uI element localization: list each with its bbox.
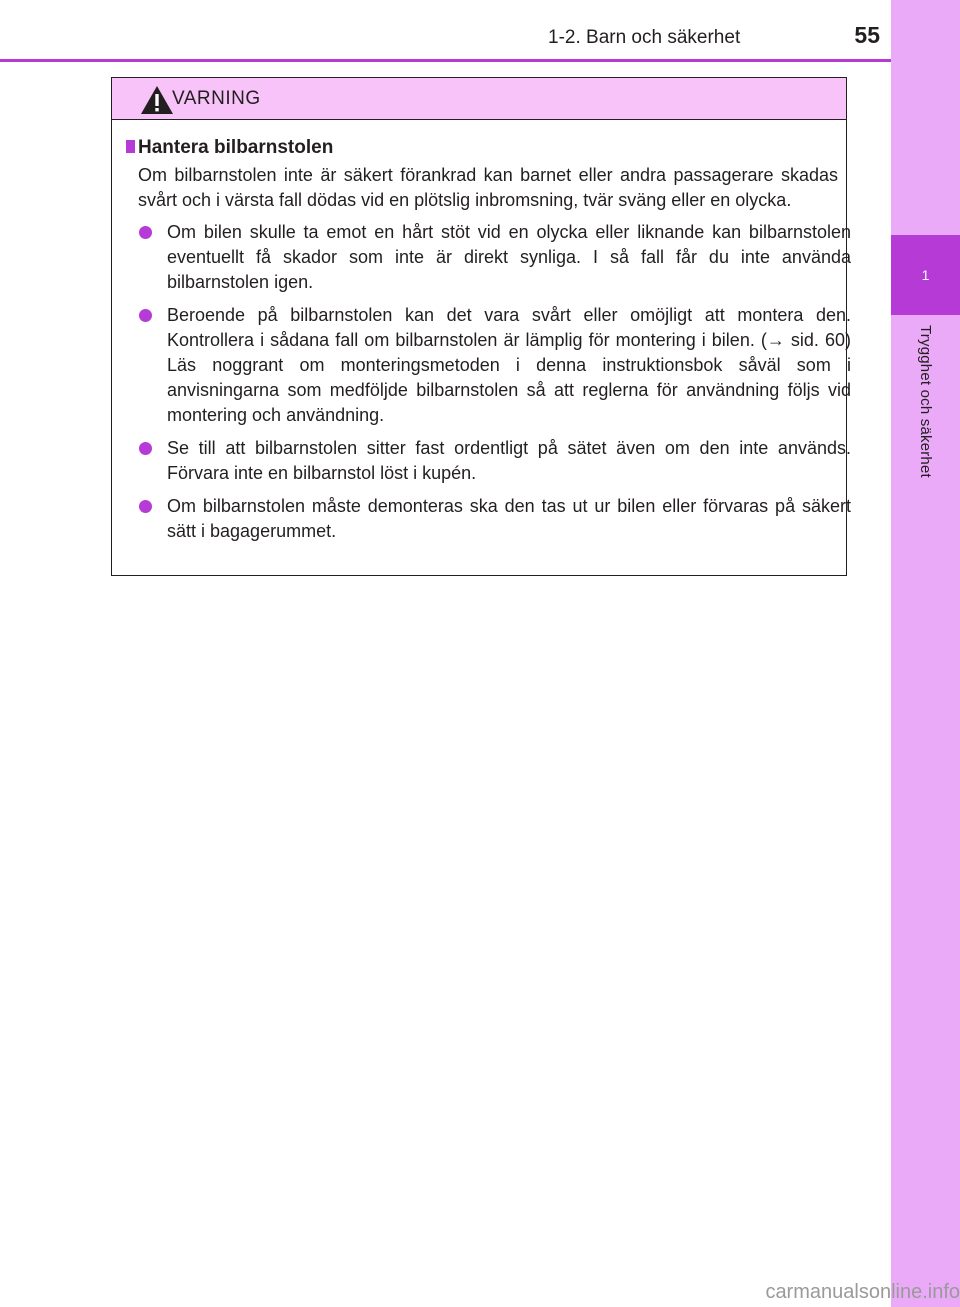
list-item-text: Se till att bilbarnstolen sitter fast ordentligt på sätet även om den inte används. Förvara inte en bilbarnstol löst i kupén. [167,438,851,483]
intro-paragraph: Om bilbarnstolen inte är säkert förankrad kan barnet eller andra passagerare skadas svårt och i värsta fall dödas vid en plötslig inbromsning, tvär sväng eller en olycka. [138,165,838,210]
bullet-list [126,220,851,544]
list-item-text: Om bilen skulle ta emot en hårt stöt vid en olycka eller liknande kan bilbarnstolen eventuellt få skador som inte är direkt synliga. I så fall får du inte använda bilbarnstolen igen. [167,222,851,292]
chapter-number: 1 [891,235,960,315]
section-title: Hantera bilbarnstolen [138,137,334,158]
warning-section [126,136,851,552]
chapter-label: Trygghet och säkerhet [917,325,934,478]
list-item [137,494,851,544]
warning-title: VARNING [172,88,261,109]
bullet-dot-icon [139,500,152,513]
list-item [137,220,851,295]
page-header-title: 1-2. Barn och säkerhet [548,27,741,48]
bullet-dot-icon [139,442,152,455]
watermark: carmanualsonline.info [765,1281,960,1303]
side-tab [891,0,960,1307]
section-heading [126,136,836,160]
page-number: 55 [854,22,880,48]
warning-header [112,78,846,120]
bullet-dot-icon [139,226,152,239]
list-item-text: Om bilbarnstolen måste demonteras ska den tas ut ur bilen eller förvaras på säkert sätt i bagagerummet. [167,496,851,541]
list-item-text: Beroende på bilbarnstolen kan det vara svårt eller omöjligt att montera den. Kontrollera i sådana fall om bilbarnstolen är lämplig för montering i bilen. (→ sid. 60) Läs noggrant om monteringsmetoden i denna instruktionsbok såväl som i anvisningarna som medföljde bilbarnstolen så att reglerna för användning följs vid montering och användning. [167,305,851,425]
list-item [137,303,851,428]
square-bullet-icon [126,140,135,153]
header-divider [0,59,891,62]
warning-box [111,77,851,576]
list-item [137,436,851,486]
warning-triangle-icon [140,85,174,115]
bullet-dot-icon [139,309,152,322]
